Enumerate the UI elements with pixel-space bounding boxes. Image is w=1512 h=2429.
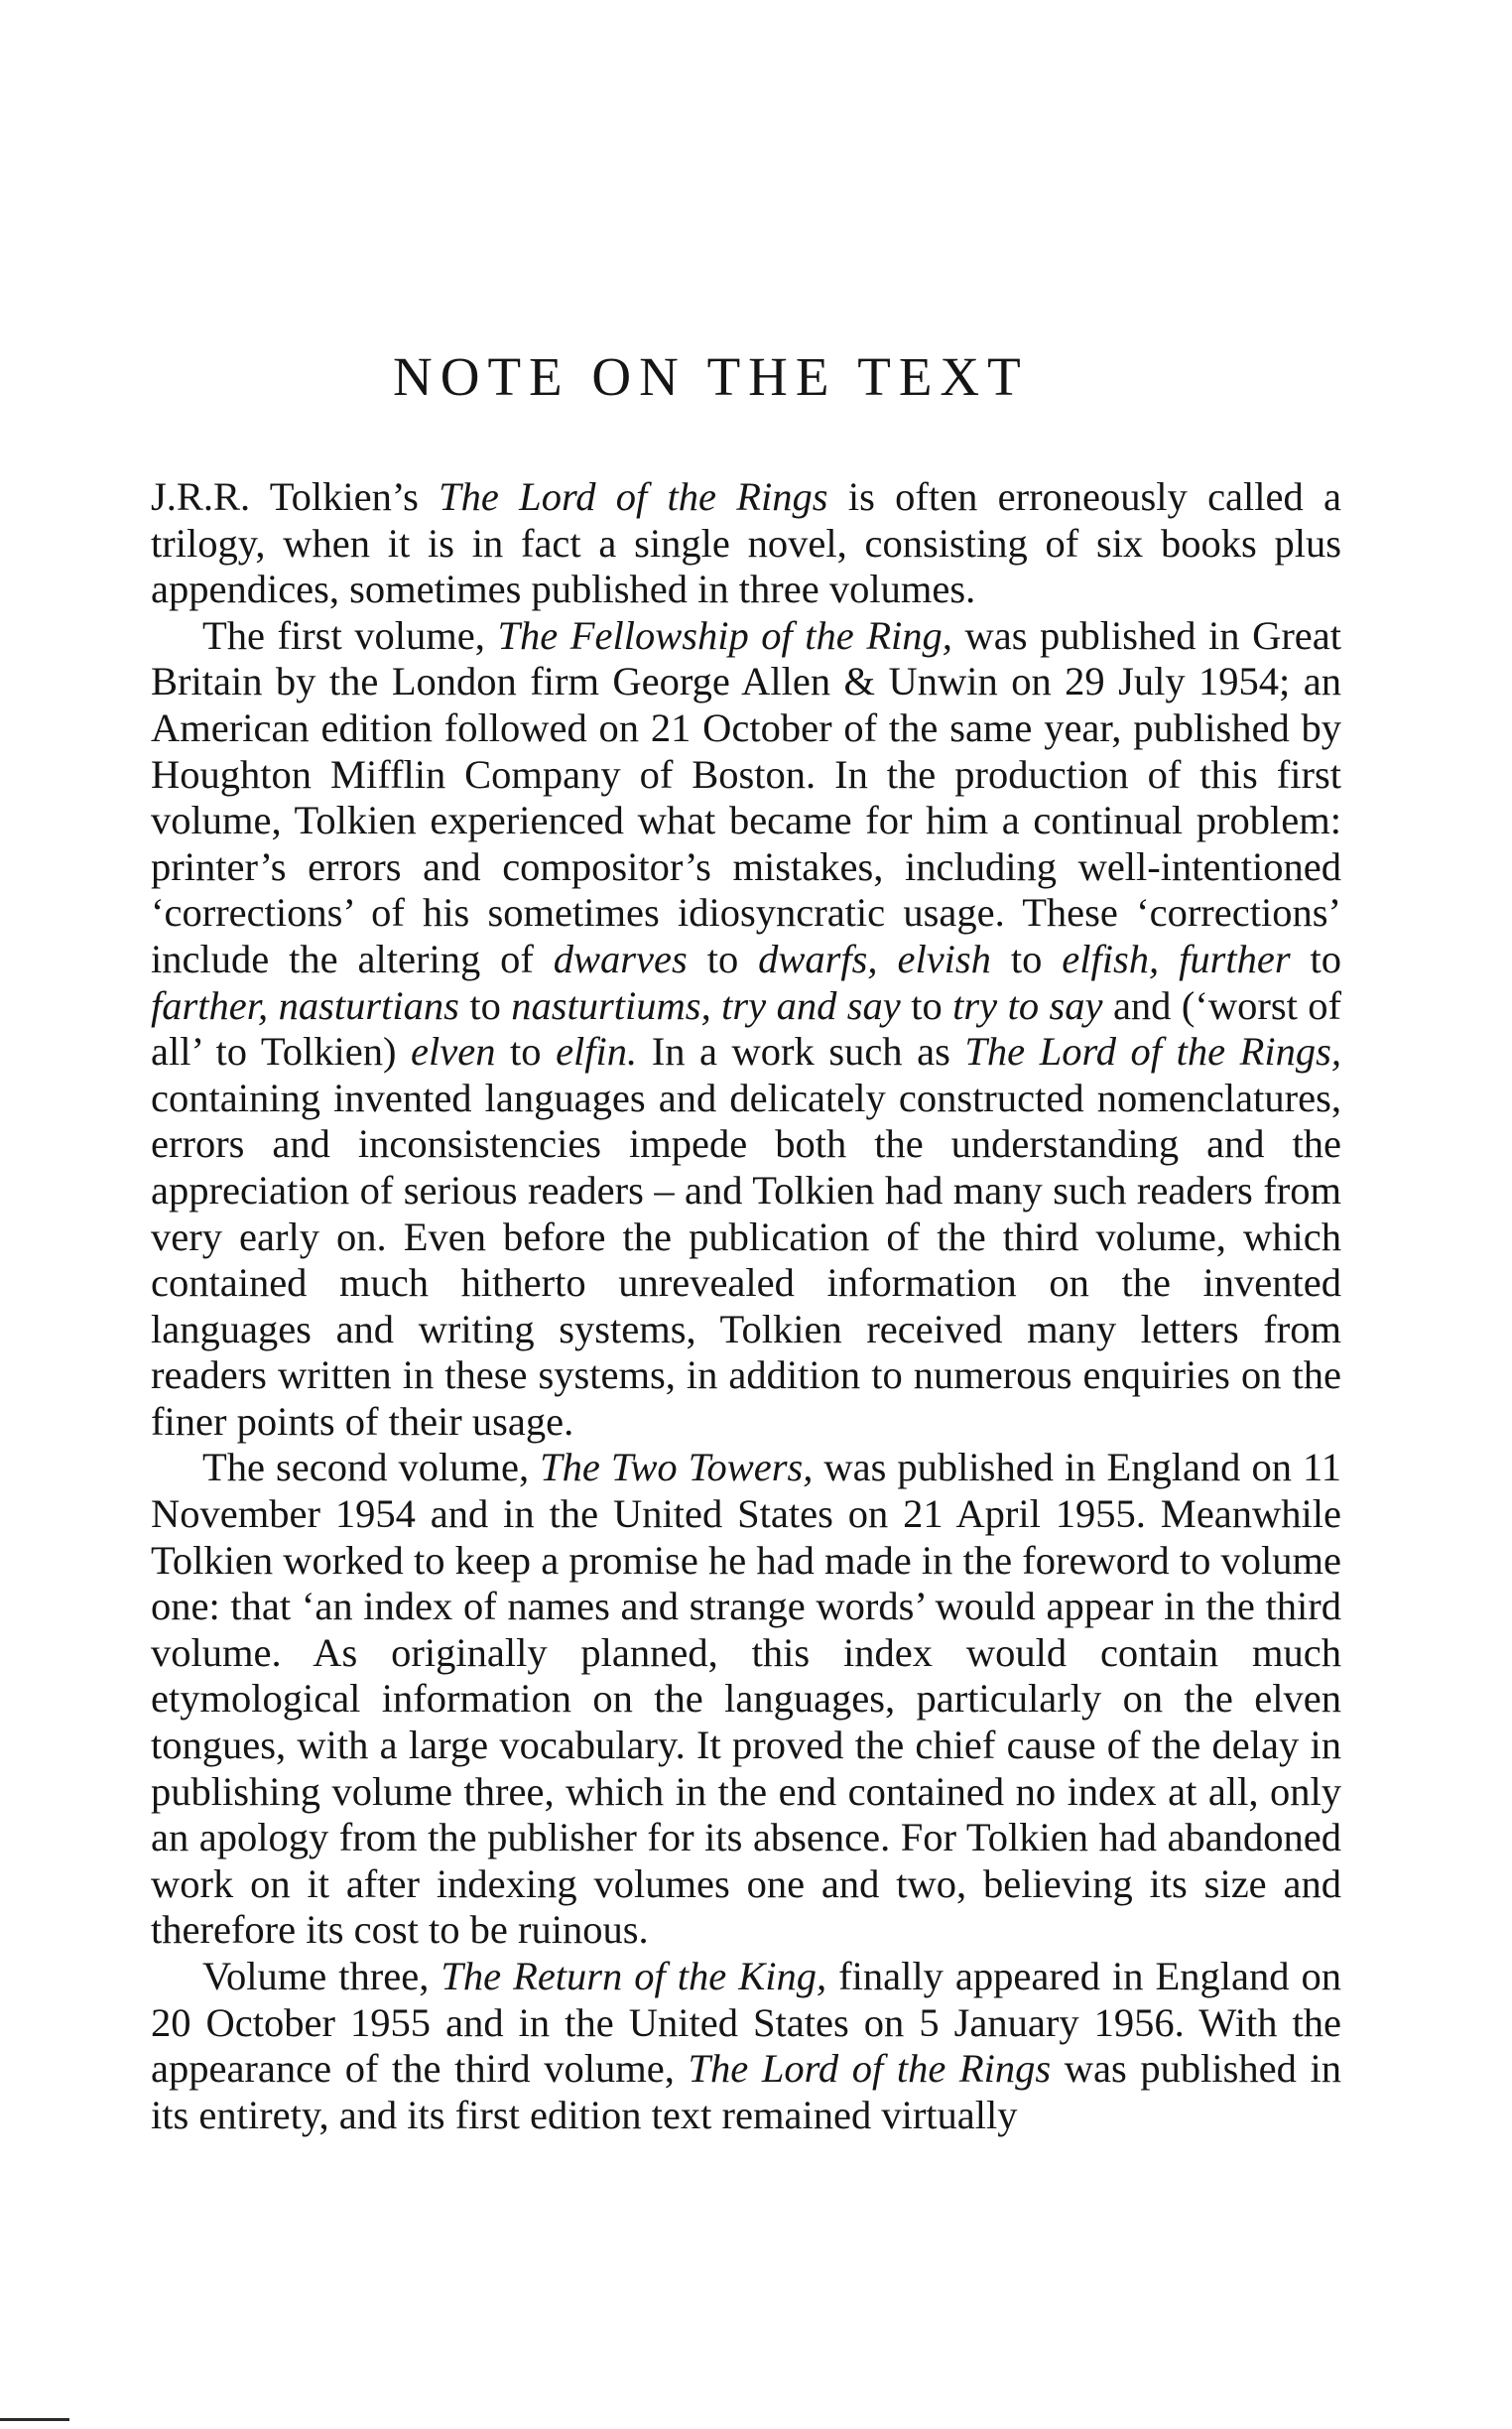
text-run: was published in its entirety, and its first edition text remained virtually: [151, 2046, 1342, 2137]
text-run: The first volume,: [202, 612, 498, 658]
paragraph: [151, 474, 1341, 613]
italic-text: try and say: [721, 982, 901, 1028]
text-run: is often erroneously called a trilogy, when it is in fact a single novel, consisting of six books plus appendices, sometimes published in three volumes.: [151, 474, 1342, 612]
italic-text: nasturtians: [278, 982, 459, 1028]
text-run: to: [458, 982, 512, 1028]
text-run: [878, 937, 898, 981]
italic-text: elfish,: [1062, 936, 1160, 981]
text-run: to: [495, 1029, 557, 1075]
italic-text: nasturtiums,: [511, 982, 711, 1028]
italic-text: elfin.: [556, 1029, 638, 1075]
text-run: [711, 983, 721, 1028]
paragraph: [151, 1954, 1341, 2138]
text-run: finally appeared in England on 20 October 1955 and in the United States on 5 January 1956. With the appearance of the third volume,: [151, 1954, 1341, 2092]
text-run: In a work such as: [637, 1029, 965, 1075]
italic-text: The Return of the King,: [441, 1954, 827, 1998]
body-text: [151, 474, 1341, 2138]
italic-text: The Lord of the Rings: [688, 2046, 1052, 2092]
text-run: to: [900, 982, 953, 1028]
paragraph: [151, 1445, 1341, 1954]
text-run: was published in England on 11 November 1954 and in the United States on 21 April 1955. Meanwhile Tolkien worked to keep a promise he had made in the foreword to volume one: that ‘an index of names and strange words’ would appear in the third volume. As originally planned, this index would contain much etymological information on the languages, particularly on the elven tongues, with a large vocabulary. It proved the chief cause of the delay in publishing volume three, which in the end contained no index at all, only an apology from the publisher for its absence. For Tolkien had abandoned work on it after indexing volumes one and two, believing its size and therefore its cost to be ruinous.: [151, 1445, 1341, 1953]
italic-text: The Fellowship of the Ring,: [497, 612, 952, 658]
italic-text: farther,: [151, 982, 269, 1028]
text-run: J.R.R. Tolkien’s: [151, 474, 440, 519]
italic-text: The Lord of the Rings,: [964, 1029, 1341, 1075]
italic-text: dwarves: [553, 936, 688, 981]
text-run: to: [990, 936, 1063, 981]
italic-text: The Lord of the Rings: [439, 474, 828, 519]
italic-text: The Two Towers,: [540, 1445, 814, 1490]
text-run: Volume three,: [202, 1954, 441, 1998]
italic-text: elvish: [897, 936, 991, 981]
chapter-heading: NOTE ON THE TEXT: [393, 346, 1029, 407]
text-run: [1159, 937, 1179, 981]
italic-text: dwarfs,: [758, 936, 878, 981]
text-run: and (‘worst of all’ to Tolkien): [151, 982, 1342, 1075]
paragraph: [151, 613, 1341, 1446]
text-run: to: [1290, 936, 1342, 981]
italic-text: try to say: [952, 982, 1103, 1028]
text-run: [268, 983, 278, 1028]
text-run: to: [687, 936, 759, 981]
page-edge-mark: [0, 2418, 69, 2421]
text-run: containing invented languages and delicately constructed nomenclatures, errors and inconsistencies impede both the understanding and the appreciation of serious readers – and Tolkien had many such readers from very early on. Even before the publication of the third volume, which contained much hitherto unrevealed information on the invented languages and writing systems, Tolkien received many letters from readers written in these systems, in addition to numerous enquiries on the finer points of their usage.: [151, 1075, 1341, 1444]
italic-text: elven: [411, 1029, 496, 1075]
text-run: The second volume,: [202, 1445, 541, 1490]
italic-text: further: [1179, 936, 1291, 981]
text-run: was published in Great Britain by the London firm George Allen & Unwin on 29 July 1954; an American edition followed on 21 October of the same year, published by Houghton Mifflin Company of Boston. In the production of this first volume, Tolkien experienced what became for him a continual problem: printer’s errors and compositor’s mistakes, including well-intentioned ‘corrections’ of his sometimes idiosyncratic usage. These ‘corrections’ include the altering of: [151, 612, 1342, 981]
